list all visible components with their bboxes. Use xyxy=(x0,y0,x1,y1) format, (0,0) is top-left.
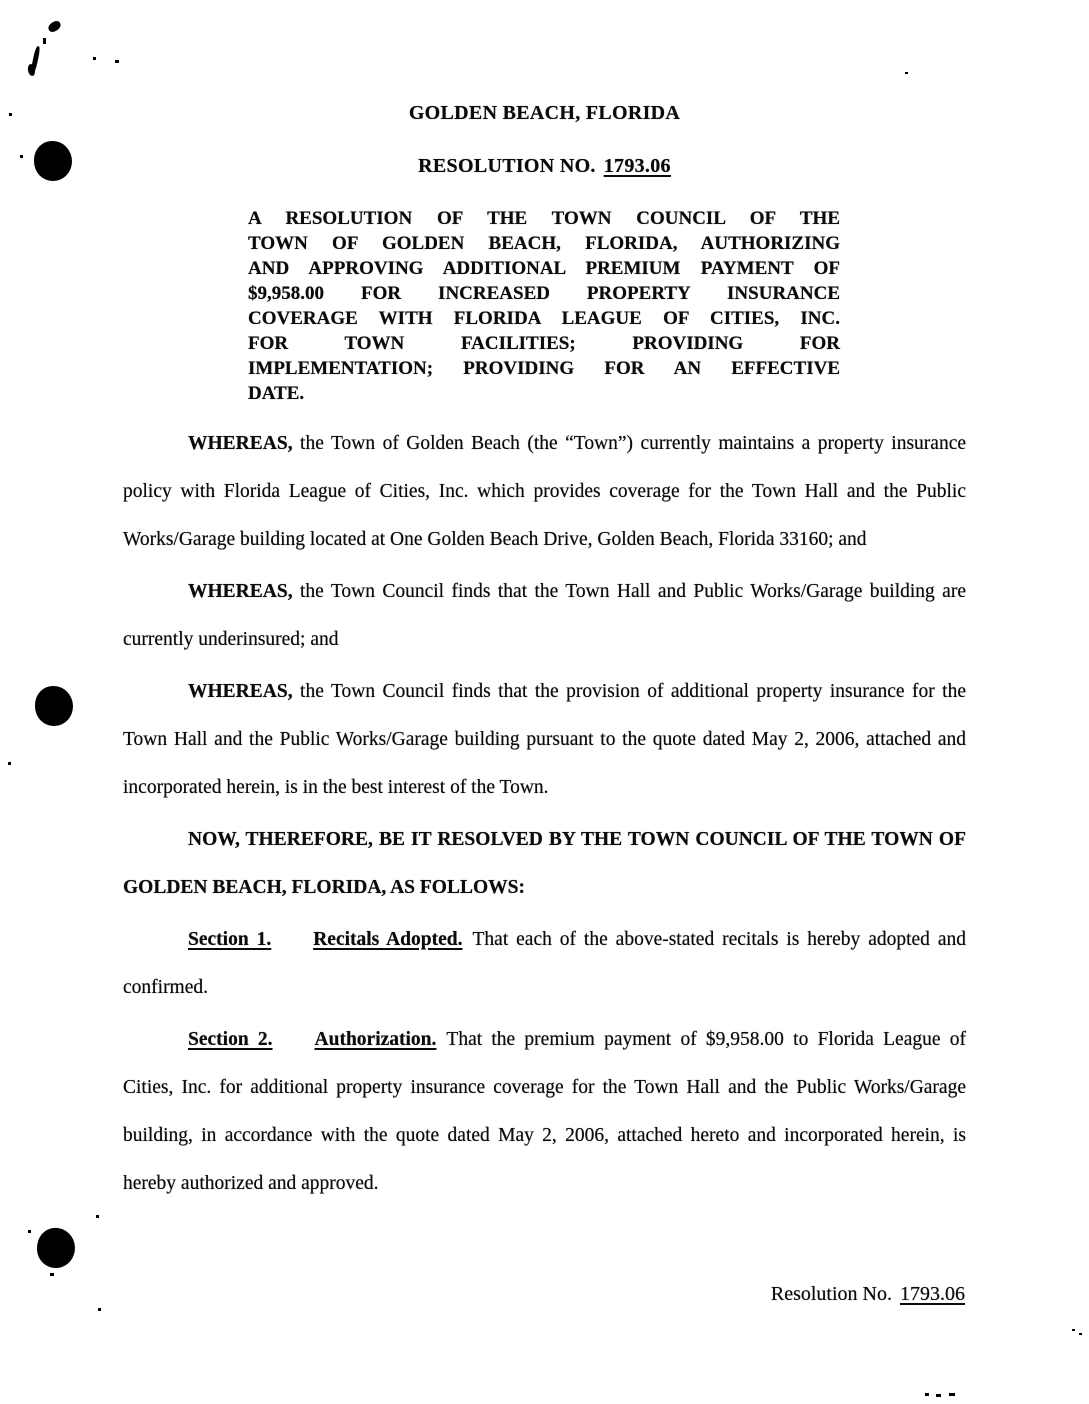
caption-line: TOWN OF GOLDEN BEACH, FLORIDA, AUTHORIZING xyxy=(248,233,840,254)
scan-speck xyxy=(8,762,11,765)
scan-speck xyxy=(98,1308,101,1311)
footer-resolution-reference xyxy=(771,1283,965,1306)
scan-speck xyxy=(50,1273,54,1276)
section-text: That each of the above-stated recitals is hereby adopted and confirmed. xyxy=(123,929,967,998)
caption-line: FOR TOWN FACILITIES; PROVIDING FOR xyxy=(248,333,840,354)
recital-paragraph xyxy=(123,568,966,664)
section-text: That the premium payment of $9,958.00 to Florida League of Cities, Inc. for additional property insurance coverage for the Town Hall and the Public Works/Garage building, in accordance with the quote dated May 2, 2006, attached hereto and incorporated herein, is hereby authorized and approved. xyxy=(123,1029,966,1194)
scan-speck xyxy=(9,113,12,116)
scan-speck xyxy=(28,1230,31,1233)
recital-lead: WHEREAS, xyxy=(188,433,293,454)
scan-speck xyxy=(20,155,23,158)
scan-speck xyxy=(93,57,96,60)
recital-lead: WHEREAS, xyxy=(188,681,293,702)
scan-smudge xyxy=(47,19,63,34)
scan-speck xyxy=(115,60,119,63)
caption-line: $9,958.00 FOR INCREASED PROPERTY INSURANCE xyxy=(248,283,840,304)
recital-text: the Town of Golden Beach (the “Town”) currently maintains a property insurance policy with Florida League of Cities, Inc. which provides coverage for the Town Hall and the Public Works/Garage building located at One Golden Beach Drive, Golden Beach, Florida 33160; and xyxy=(123,433,966,550)
scan-speck xyxy=(905,72,908,74)
section-title: Recitals Adopted. xyxy=(313,929,463,950)
scan-speck xyxy=(1072,1329,1075,1331)
resolved-clause: NOW, THEREFORE, BE IT RESOLVED BY THE TOWN COUNCIL OF THE TOWN OF GOLDEN BEACH, FLORIDA, AS FOLLOWS: xyxy=(123,829,966,898)
scan-speck xyxy=(96,1215,99,1218)
footer-label: Resolution No. xyxy=(770,1283,892,1305)
caption-line: A RESOLUTION OF THE TOWN COUNCIL OF THE xyxy=(248,208,840,229)
scan-speck xyxy=(1079,1333,1082,1335)
recital-lead: WHEREAS, xyxy=(188,581,293,602)
section-number: Section 1. xyxy=(188,929,272,950)
section-title: Authorization. xyxy=(314,1029,437,1050)
section-paragraph xyxy=(123,916,966,1012)
caption-block xyxy=(248,206,840,406)
scan-speck xyxy=(925,1393,929,1396)
punch-hole xyxy=(35,686,73,726)
scan-speck xyxy=(936,1394,941,1397)
scan-speck xyxy=(949,1393,955,1396)
caption-line: COVERAGE WITH FLORIDA LEAGUE OF CITIES, INC. xyxy=(248,308,840,329)
caption-line: AND APPROVING ADDITIONAL PREMIUM PAYMENT OF xyxy=(248,258,840,279)
section-number: Section 2. xyxy=(188,1029,273,1050)
footer-resolution-number: 1793.06 xyxy=(900,1283,965,1305)
caption-line: DATE. xyxy=(248,383,305,404)
resolution-number: 1793.06 xyxy=(603,155,671,177)
recital-text: the Town Council finds that the Town Hall and Public Works/Garage building are currently underinsured; and xyxy=(123,581,966,650)
recital-paragraph xyxy=(123,420,966,564)
resolution-heading-label: RESOLUTION NO. xyxy=(418,155,596,177)
caption-line: IMPLEMENTATION; PROVIDING FOR AN EFFECTIVE xyxy=(248,358,840,379)
scan-smudge xyxy=(43,38,46,44)
punch-hole xyxy=(34,141,72,181)
section-paragraph xyxy=(123,1016,966,1208)
document-title: GOLDEN BEACH, FLORIDA xyxy=(408,102,681,124)
recital-text: the Town Council finds that the provision of additional property insurance for the Town Hall and the Public Works/Garage building pursuant to the quote dated May 2, 2006, attached and incorporated herein, is in the best interest of the Town. xyxy=(123,681,966,798)
resolution-heading xyxy=(123,155,966,178)
punch-hole xyxy=(34,1226,77,1271)
recital-paragraph xyxy=(123,668,966,812)
document-body xyxy=(123,102,966,1212)
